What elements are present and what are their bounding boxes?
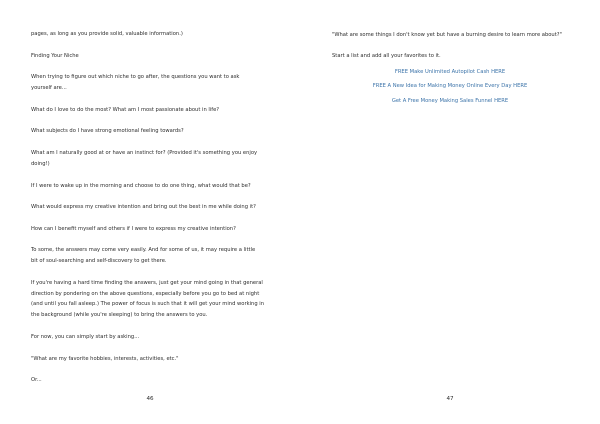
text-line: How can I benefit myself and others if I were to express my creative intention? bbox=[31, 226, 236, 232]
question bbox=[31, 202, 256, 213]
quote bbox=[332, 30, 562, 41]
page-number: 46 bbox=[146, 396, 154, 402]
text-line: What would express my creative intention and bring out the best in me while doing it? bbox=[31, 204, 256, 210]
text-line: To some, the answers may come very easily. And for some of us, it may require a little bbox=[31, 247, 256, 253]
text-line: the background (while you're sleeping) to bring the answers to you. bbox=[31, 311, 208, 318]
text-line: (and until you fall asleep.) The power of focus is such that it will get your mind working in bbox=[31, 301, 264, 308]
right-page bbox=[300, 0, 600, 424]
section-heading bbox=[31, 51, 79, 62]
text-line: doing!) bbox=[31, 160, 50, 167]
text-line: yourself are... bbox=[31, 84, 67, 91]
paragraph bbox=[31, 332, 139, 343]
paragraph bbox=[31, 72, 239, 93]
paragraph bbox=[31, 29, 183, 40]
text-line: For now, you can simply start by asking... bbox=[31, 334, 140, 340]
text-line: pages, as long as you provide solid, valuable information.) bbox=[31, 31, 183, 37]
text-line: What am I naturally good at or have an instinct for? (Provided it's something you enjoy bbox=[31, 150, 258, 156]
question bbox=[31, 181, 251, 192]
text-line: Finding Your Niche bbox=[31, 53, 79, 59]
text-line: "What are my favorite hobbies, interests, activities, etc." bbox=[31, 356, 179, 362]
quote bbox=[31, 354, 179, 365]
text-line: direction by pondering on the above questions, especially before you go to bed at night bbox=[31, 290, 260, 297]
text-line: When trying to figure out which niche to go after, the questions you want to ask bbox=[31, 74, 240, 80]
sales-funnel-link[interactable]: Get A Free Money Making Sales Funnel HERE bbox=[391, 98, 509, 104]
question bbox=[31, 224, 236, 235]
text-line: If you're having a hard time finding the answers, just get your mind going in that general bbox=[31, 280, 263, 286]
paragraph bbox=[31, 278, 264, 320]
page-number: 47 bbox=[446, 396, 454, 402]
text-line: What subjects do I have strong emotional feeling towards? bbox=[31, 128, 184, 134]
paragraph bbox=[332, 51, 441, 62]
money-idea-link[interactable]: FREE A New Idea for Making Money Online Every Day HERE bbox=[372, 83, 528, 89]
text-line: bit of soul-searching and self-discovery to get there. bbox=[31, 257, 167, 264]
paragraph bbox=[31, 245, 255, 266]
question bbox=[31, 126, 184, 137]
text-line: What do I love to do the most? What am I most passionate about in life? bbox=[31, 107, 220, 113]
paragraph bbox=[31, 375, 42, 386]
text-line: "What are some things I don't know yet but have a burning desire to learn more about?" bbox=[332, 32, 562, 38]
text-line: Or... bbox=[31, 377, 42, 383]
autopilot-cash-link[interactable]: FREE Make Unlimited Autopilot Cash HERE bbox=[394, 69, 506, 75]
question bbox=[31, 148, 257, 169]
text-line: Start a list and add all your favorites to it. bbox=[332, 53, 441, 59]
question bbox=[31, 105, 219, 116]
text-line: If I were to wake up in the morning and choose to do one thing, what would that be? bbox=[31, 183, 251, 189]
